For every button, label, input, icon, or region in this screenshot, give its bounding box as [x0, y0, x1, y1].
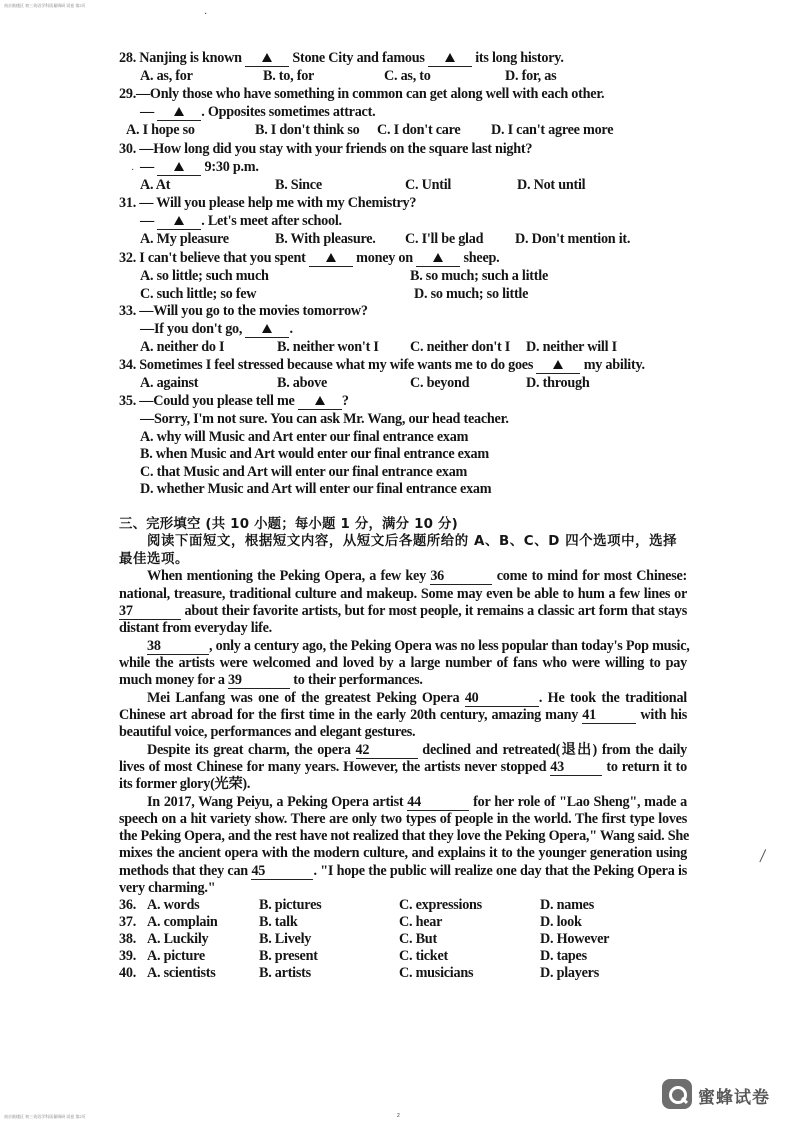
option-a[interactable]: A. My pleasure [140, 231, 229, 247]
reply-line: — . Opposites sometimes attract. [140, 104, 376, 120]
option-a[interactable]: A. picture [147, 948, 205, 964]
option-a[interactable]: A. words [147, 897, 200, 913]
option-b[interactable]: B. I don't think so [255, 122, 360, 138]
option-d[interactable]: D. players [540, 965, 599, 981]
question-number: 30. [119, 141, 136, 157]
triangle-icon [315, 396, 325, 405]
question-29: 29.—Only those who have something in common can get along well with each other. [119, 86, 605, 102]
option-b[interactable]: B. above [277, 375, 328, 391]
option-a[interactable]: A. as, for [140, 68, 193, 84]
triangle-icon [174, 107, 184, 116]
triangle-icon [553, 360, 563, 369]
answer-blank[interactable] [416, 252, 460, 267]
question-30: 30. —How long did you stay with your friends on the square last night? [119, 141, 533, 157]
option-b[interactable]: B. pictures [259, 897, 322, 913]
passage-line: methods that they can 45 . "I hope the public will realize one day that the Peking Opera is [119, 863, 688, 879]
answer-blank[interactable] [157, 161, 201, 176]
triangle-icon [174, 162, 184, 171]
option-row-number: 37. [119, 914, 136, 930]
passage-line: distant from everyday life. [119, 620, 272, 636]
option-d[interactable]: D. Don't mention it. [515, 231, 631, 247]
reply-line: — . Let's meet after school. [140, 213, 342, 229]
question-number: 31. [119, 195, 136, 211]
cloze-blank[interactable]: 41 [582, 709, 636, 724]
passage-line: In 2017, Wang Peiyu, a Peking Opera artist 44 for her role of "Lao Sheng", made a [147, 794, 687, 810]
reply-line: —If you don't go, . [140, 321, 293, 337]
question-33: 33. —Will you go to the movies tomorrow? [119, 303, 368, 319]
answer-blank[interactable] [309, 252, 353, 267]
passage-line: national, treasure, traditional culture and makeup. Some may even be able to hum a few lines or [119, 586, 687, 602]
cloze-blank[interactable]: 45 [251, 865, 313, 880]
option-a[interactable]: A. complain [147, 914, 218, 930]
answer-blank[interactable] [245, 52, 289, 67]
speck: · [204, 9, 208, 20]
speck: · [131, 165, 135, 176]
magnifier-logo-icon [662, 1079, 692, 1109]
answer-blank[interactable] [245, 323, 289, 338]
option-d[interactable]: D. I can't agree more [491, 122, 614, 138]
cloze-blank[interactable]: 44 [407, 796, 469, 811]
option-c[interactable]: C. ticket [399, 948, 448, 964]
section-title: 三、完形填空 (共 10 小题；每小题 1 分，满分 10 分) [119, 517, 458, 532]
passage-line: Chinese art abroad for the first time in the early 20th century, amazing many 41 with his [119, 707, 687, 723]
answer-blank[interactable] [536, 359, 580, 374]
passage-line: lives of most Chinese for many years. However, the artists never stopped 43 to return it to [119, 759, 687, 775]
option-a[interactable]: A. neither do I [140, 339, 225, 355]
option-b[interactable]: B. when Music and Art would enter our final entrance exam [140, 446, 489, 462]
option-a[interactable]: A. I hope so [126, 122, 195, 138]
directions-cont: 最佳选项。 [119, 552, 189, 567]
option-c[interactable]: C. that Music and Art will enter our final entrance exam [140, 464, 468, 480]
cloze-blank[interactable]: 39 [228, 674, 290, 689]
option-b[interactable]: B. so much; such a little [410, 268, 548, 284]
passage-line: mixes the ancient opera with the modern culture, and explains it to the younger generation using [119, 845, 687, 861]
option-b[interactable]: B. neither won't I [277, 339, 379, 355]
option-b[interactable]: B. artists [259, 965, 311, 981]
cloze-blank[interactable]: 42 [356, 744, 418, 759]
option-a[interactable]: A. scientists [147, 965, 216, 981]
question-number: 35. [119, 393, 136, 409]
passage-line: while the artists were welcomed and loved by a large number of fans who were willing to pay [119, 655, 687, 671]
option-b[interactable]: B. present [259, 948, 318, 964]
passage-line: When mentioning the Peking Opera, a few key 36 come to mind for most Chinese: [147, 568, 687, 584]
option-b[interactable]: B. to, for [263, 68, 315, 84]
question-34: 34. Sometimes I feel stressed because what my wife wants me to do goes my ability. [119, 357, 645, 373]
option-c[interactable]: C. musicians [399, 965, 474, 981]
option-c[interactable]: C. I'll be glad [405, 231, 484, 247]
question-35: 35. —Could you please tell me ? [119, 393, 349, 409]
cloze-blank[interactable]: 36 [430, 570, 492, 585]
option-d[interactable]: D. However [540, 931, 610, 947]
option-d[interactable]: D. names [540, 897, 594, 913]
directions: 阅读下面短文，根据短文内容，从短文后各题所给的 A、B、C、D 四个选项中，选择 [147, 534, 678, 549]
option-a[interactable]: A. At [140, 177, 171, 193]
page-footer: 南京鼓楼区 初三英语学科质量调研 试卷 第2页 [4, 1114, 86, 1119]
cloze-blank[interactable]: 38 [147, 640, 209, 655]
option-d[interactable]: D. look [540, 914, 582, 930]
watermark-text: 蜜蜂试卷 [698, 1088, 770, 1108]
question-number: 32. [119, 250, 136, 266]
cloze-blank[interactable]: 43 [550, 761, 602, 776]
triangle-icon [326, 253, 336, 262]
passage-line: much money for a 39 to their performances. [119, 672, 423, 688]
passage-line: very charming." [119, 880, 216, 896]
triangle-icon [262, 53, 272, 62]
passage-line: 38 , only a century ago, the Peking Opera was no less popular than today's Pop music, [147, 638, 690, 654]
option-row-number: 38. [119, 931, 136, 947]
option-c[interactable]: C. as, to [384, 68, 431, 84]
passage-line: the Peking Opera, and the rest have not realized that they love the Peking Opera," Wang said. She [119, 828, 690, 844]
watermark [662, 1079, 772, 1111]
question-number: 29. [119, 86, 136, 102]
option-d[interactable]: D. neither will I [526, 339, 617, 355]
option-c[interactable]: C. Until [405, 177, 452, 193]
cloze-blank[interactable]: 40 [465, 692, 539, 707]
option-c[interactable]: C. neither don't I [410, 339, 511, 355]
cloze-blank[interactable]: 37 [119, 605, 181, 620]
option-d[interactable]: D. Not until [517, 177, 586, 193]
option-c[interactable]: C. expressions [399, 897, 482, 913]
option-d[interactable]: D. whether Music and Art will enter our final entrance exam [140, 481, 492, 497]
option-b[interactable]: B. Lively [259, 931, 312, 947]
question-number: 28. [119, 50, 136, 66]
question-32: 32. I can't believe that you spent money on sheep. [119, 250, 500, 266]
triangle-icon [174, 216, 184, 225]
option-a[interactable]: A. against [140, 375, 199, 391]
option-c[interactable]: C. hear [399, 914, 443, 930]
question-31: 31. — Will you please help me with my Chemistry? [119, 195, 417, 211]
option-row-number: 40. [119, 965, 136, 981]
option-d[interactable]: D. tapes [540, 948, 587, 964]
option-c[interactable]: C. such little; so few [140, 286, 257, 302]
question-number: 34. [119, 357, 136, 373]
option-d[interactable]: D. for, as [505, 68, 557, 84]
option-d[interactable]: D. through [526, 375, 590, 391]
passage-line: Despite its great charm, the opera 42 declined and retreated(退出) from the daily [147, 742, 687, 758]
option-a[interactable]: A. Luckily [147, 931, 209, 947]
page-header: 南京鼓楼区 初三英语学科质量调研 试卷 第2页 [4, 3, 86, 8]
option-b[interactable]: B. Since [275, 177, 322, 193]
option-d[interactable]: D. so much; so little [414, 286, 529, 302]
passage-line: speech on a hit variety show. There are only two types of people in the world. The first type loves [119, 811, 687, 827]
answer-blank[interactable] [157, 106, 201, 121]
answer-blank[interactable] [157, 215, 201, 230]
option-b[interactable]: B. With pleasure. [275, 231, 376, 247]
question-28: 28. Nanjing is known Stone City and famous its long history. [119, 50, 564, 66]
option-c[interactable]: C. But [399, 931, 437, 947]
page-number: 2 [397, 1113, 400, 1119]
option-b[interactable]: B. talk [259, 914, 298, 930]
passage-line: its former glory(光荣). [119, 776, 251, 792]
triangle-icon [262, 324, 272, 333]
option-c[interactable]: C. beyond [410, 375, 470, 391]
triangle-icon [445, 53, 455, 62]
option-a[interactable]: A. so little; such much [140, 268, 269, 284]
reply-line: —Sorry, I'm not sure. You can ask Mr. Wang, our head teacher. [140, 411, 509, 427]
option-row-number: 39. [119, 948, 136, 964]
reply-line: — 9:30 p.m. [140, 159, 259, 175]
passage-line: beautiful voice, performances and elegant gestures. [119, 724, 416, 740]
passage-line: 37 about their favorite artists, but for most people, it remains a classic art form that stays [119, 603, 687, 619]
option-row-number: 36. [119, 897, 136, 913]
option-a[interactable]: A. why will Music and Art enter our final entrance exam [140, 429, 469, 445]
answer-blank[interactable] [428, 52, 472, 67]
option-c[interactable]: C. I don't care [377, 122, 461, 138]
passage-line: Mei Lanfang was one of the greatest Peking Opera 40 . He took the traditional [147, 690, 687, 706]
answer-blank[interactable] [298, 395, 342, 410]
question-number: 33. [119, 303, 136, 319]
scan-mark [759, 849, 771, 865]
triangle-icon [433, 253, 443, 262]
